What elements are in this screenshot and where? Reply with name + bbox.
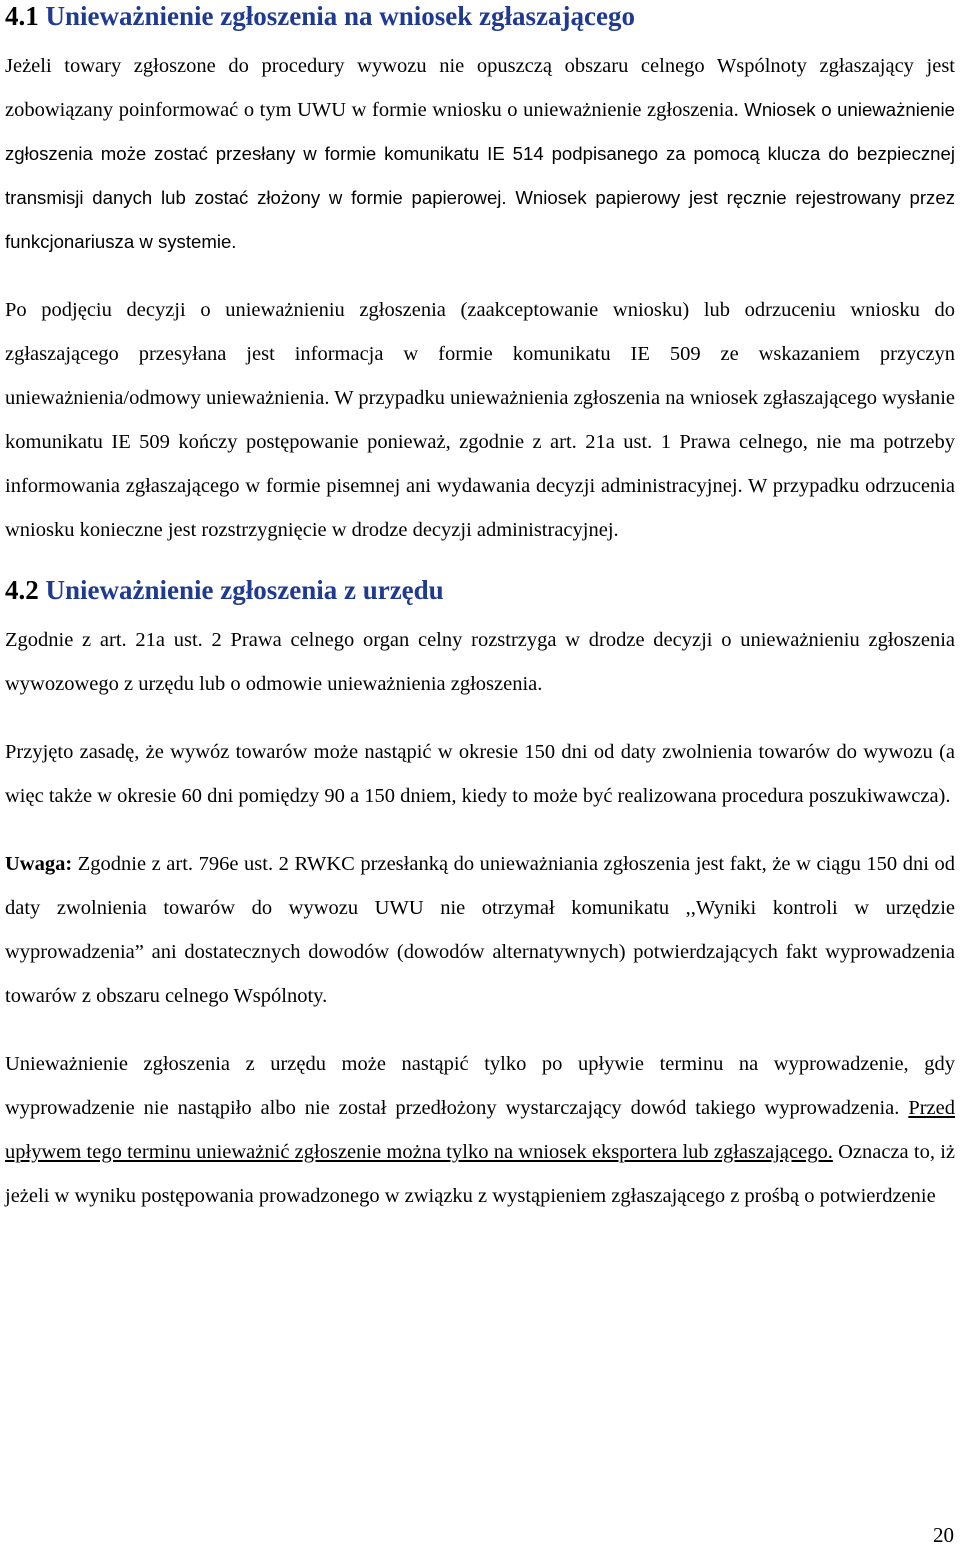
section-title: Unieważnienie zgłoszenia na wniosek zgłaszającego [45,1,635,31]
paragraph-text: W przypadku unieważnienia zgłoszenia na wniosek zgłaszającego wysłanie komunikatu IE 509 kończy postępowanie ponieważ, zgodnie z art. 21a ust. 1 Prawa celnego, nie ma potrzeby informowania zgłaszającego w formie pisemnej ani wydawania decyzji administracyjnej. W przypadku odrzucenia wniosku konieczne jest rozstrzygnięcie w drodze decyzji administracyjnej. [5,387,955,541]
section-number: 4.2 [5,575,39,605]
paragraph-text: Unieważnienie zgłoszenia z urzędu może nastąpić tylko po upływie terminu na wyprowadzenie, gdy wyprowadzenie nie nastąpiło albo nie został przedłożony wystarczający dowód takiego wyprowadzenia. [5,1053,955,1119]
paragraph-text-serif: Jeżeli towary zgłoszone do procedury wywozu nie opuszczą obszaru celnego Wspólnoty zgłaszający jest zobowiązany poinformować o tym UWU w formie wniosku o unieważnienie zgłoszenia. [5,55,955,121]
section-heading-4-1 [5,0,955,32]
underlined-rule: Przed upływem tego terminu unieważnić zgłoszenie można tylko na wniosek eksportera lub zgłaszającego. [5,1097,955,1163]
note-text: Zgodnie z art. 796e ust. 2 RWKC przesłanką do unieważniania zgłoszenia jest fakt, że w ciągu 150 dni od daty zwolnienia towarów do wywozu UWU nie otrzymał komunikatu ,,Wyniki kontroli w urzędzie wyprowadzenia” ani dostatecznych dowodów (dowodów alternatywnych) potwierdzających fakt wyprowadzenia towarów z obszaru celnego Wspólnoty. [5,853,955,1007]
paragraph-decision-ie509 [5,288,955,552]
paragraph-text: Po podjęciu decyzji o unieważnieniu zgłoszenia (zaakceptowanie wniosku) lub odrzuceniu wniosku do zgłaszającego przesyłana jest informacja w formie komunikatu IE 509 ze wskazaniem przyczyn unieważnienia/odmowy unieważnienia. [5,299,955,409]
page-number: 20 [933,1523,954,1547]
section-title: Unieważnienie zgłoszenia z urzędu [45,575,444,605]
paragraph-cancellation-conditions [5,1042,955,1218]
paragraph-note [5,842,955,1018]
paragraph-text: Oznacza to, iż jeżeli w wyniku postępowania prowadzonego w związku z wystąpieniem zgłaszającego z prośbą o potwierdzenie [5,1141,956,1207]
paragraph-text-sans: Wniosek o unieważnienie zgłoszenia może zostać przesłany w formie komunikatu IE 514 podpisanego za pomocą klucza do bezpiecznej transmisji danych lub zostać złożony w formie papierowej. Wniosek papierowy jest ręcznie rejestrowany przez funkcjonariusza w systemie. [5,99,955,252]
section-heading-4-2 [5,574,955,606]
note-label: Uwaga: [5,853,73,875]
paragraph-ex-officio: Zgodnie z art. 21a ust. 2 Prawa celnego organ celny rozstrzyga w drodze decyzji o unieważnieniu zgłoszenia wywozowego z urzędu lub o odmowie unieważnienia zgłoszenia. [5,629,955,695]
document-page [5,0,955,1218]
paragraph-request-cancellation [5,44,955,264]
section-number: 4.1 [5,1,39,31]
paragraph-150-days-rule: Przyjęto zasadę, że wywóz towarów może nastąpić w okresie 150 dni od daty zwolnienia towarów do wywozu (a więc także w okresie 60 dni pomiędzy 90 a 150 dniem, kiedy to może być realizowana procedura poszukiwawcza). [5,741,955,807]
